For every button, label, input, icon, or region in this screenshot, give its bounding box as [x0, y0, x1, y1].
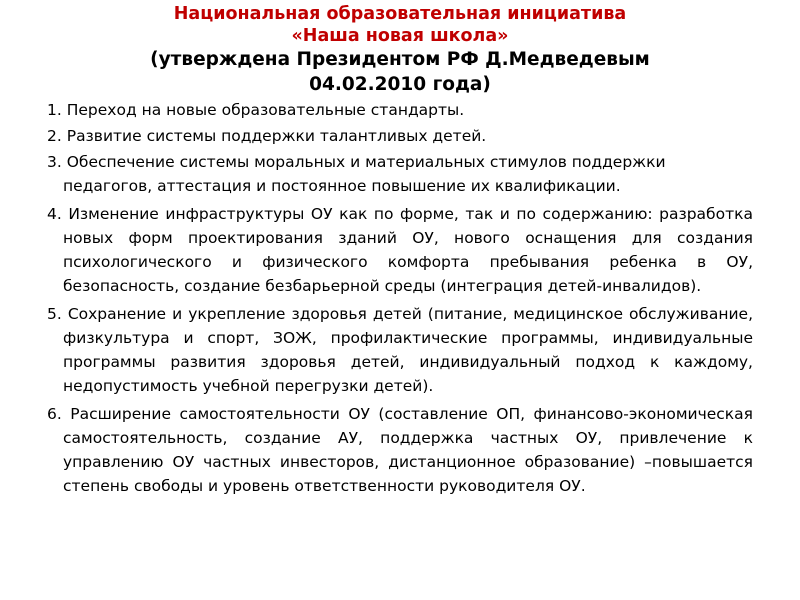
list-item-1: 1. Переход на новые образовательные стандарты.	[47, 101, 465, 119]
title-line-2: «Наша новая школа»	[291, 26, 509, 46]
subtitle-line-1: (утверждена Президентом РФ Д.Медведевым	[150, 49, 650, 70]
list-item-3: 3. Обеспечение системы моральных и материальных стимулов поддержки педагогов, аттестация и постоянное повышение их квалификации.	[47, 153, 666, 195]
list-item-4: 4. Изменение инфраструктуры ОУ как по форме, так и по содержанию: разработка новых форм проектирования зданий ОУ, нового оснащения для создания психологического и физического комфорта пребывания ребенка в ОУ, безопасность, создание безбарьерной среды (интеграция детей-инвалидов).	[47, 205, 753, 295]
title-line-1: Национальная образовательная инициатива	[173, 4, 627, 24]
slide-title-block	[40, 3, 760, 97]
list-item-2: 2. Развитие системы поддержки талантливых детей.	[47, 127, 487, 145]
subtitle-line-2: 04.02.2010 года)	[309, 74, 491, 95]
list-item-6: 6. Расширение самостоятельности ОУ (составление ОП, финансово-экономическая самостоятельность, создание АУ, поддержка частных ОУ, привлечение к управлению ОУ частных инвесторов, дистанционное образование) –повышается степень свободы и уровень ответственности руководителя ОУ.	[47, 405, 753, 495]
initiative-list	[47, 98, 753, 502]
list-item-5: 5. Сохранение и укрепление здоровья детей (питание, медицинское обслуживание, физкультура и спорт, ЗОЖ, профилактические программы, индивидуальные программы развития здоровья детей, индивидуальный подход к каждому, недопустимость учебной перегрузки детей).	[47, 305, 753, 395]
